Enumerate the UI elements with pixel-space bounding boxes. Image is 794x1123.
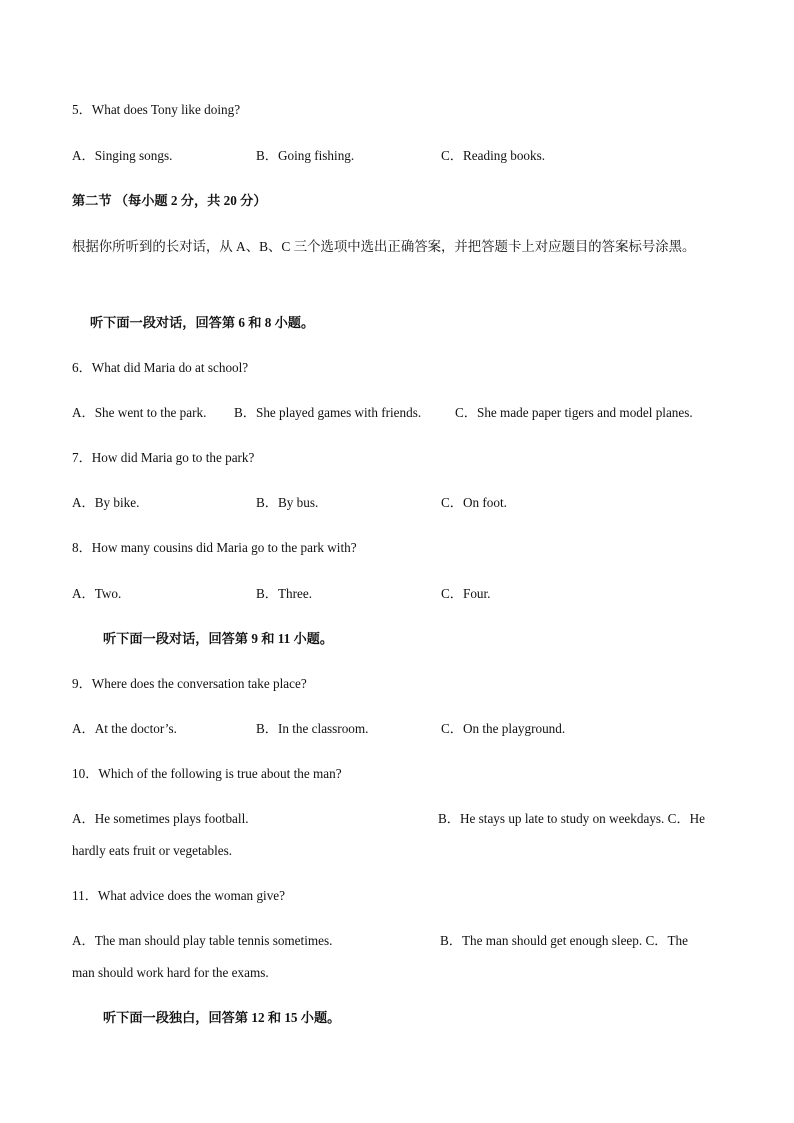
question-9: 9．Where does the conversation take place?: [72, 676, 307, 691]
option-5a: A．Singing songs.: [72, 148, 173, 163]
option-8c: C．Four.: [441, 586, 491, 601]
option-10b-c: B．He stays up late to study on weekdays. C．He: [438, 811, 706, 826]
dialog-1-heading: 听下面一段对话，回答第 6 和 8 小题。: [90, 315, 315, 330]
option-9a: A．At the doctor’s.: [72, 721, 177, 736]
option-5b: B．Going fishing.: [256, 148, 355, 163]
option-11a: A．The man should play table tennis sometimes.: [72, 933, 333, 948]
options-8: [72, 586, 734, 602]
options-10-line1: [72, 811, 734, 827]
question-11: 11．What advice does the woman give?: [72, 888, 286, 903]
option-6b: B．She played games with friends.: [234, 405, 422, 420]
question-7: 7．How did Maria go to the park?: [72, 450, 255, 465]
question-10: 10．Which of the following is true about the man?: [72, 766, 342, 781]
option-9b: B．In the classroom.: [256, 721, 369, 736]
options-5: [72, 148, 734, 164]
option-5c: C．Reading books.: [441, 148, 546, 163]
options-9: [72, 721, 734, 737]
option-10c-continued: hardly eats fruit or vegetables.: [72, 843, 233, 858]
option-10a: A．He sometimes plays football.: [72, 811, 249, 826]
option-7c: C．On foot.: [441, 495, 507, 510]
option-8b: B．Three.: [256, 586, 313, 601]
option-9c: C．On the playground.: [441, 721, 566, 736]
question-6: 6．What did Maria do at school?: [72, 360, 249, 375]
option-6c: C．She made paper tigers and model planes.: [455, 405, 693, 420]
section-2-instruction: 根据你所听到的长对话，从 A、B、C 三个选项中选出正确答案，并把答题卡上对应题目的答案标号涂黑。: [72, 239, 696, 254]
option-11b-c: B．The man should get enough sleep. C．The: [440, 933, 688, 948]
dialog-2-heading: 听下面一段对话，回答第 9 和 11 小题。: [103, 631, 334, 646]
options-6: [72, 405, 734, 421]
option-7a: A．By bike.: [72, 495, 140, 510]
section-2-heading: 第二节 （每小题 2 分，共 20 分）: [72, 193, 267, 208]
option-8a: A．Two.: [72, 586, 122, 601]
monologue-heading: 听下面一段独白，回答第 12 和 15 小题。: [103, 1010, 341, 1025]
option-7b: B．By bus.: [256, 495, 319, 510]
option-11c-continued: man should work hard for the exams.: [72, 965, 269, 980]
question-8: 8．How many cousins did Maria go to the park with?: [72, 540, 357, 555]
option-6a: A．She went to the park.: [72, 405, 207, 420]
options-11-line1: [72, 933, 734, 949]
question-5: 5．What does Tony like doing?: [72, 102, 241, 117]
options-7: [72, 495, 734, 511]
